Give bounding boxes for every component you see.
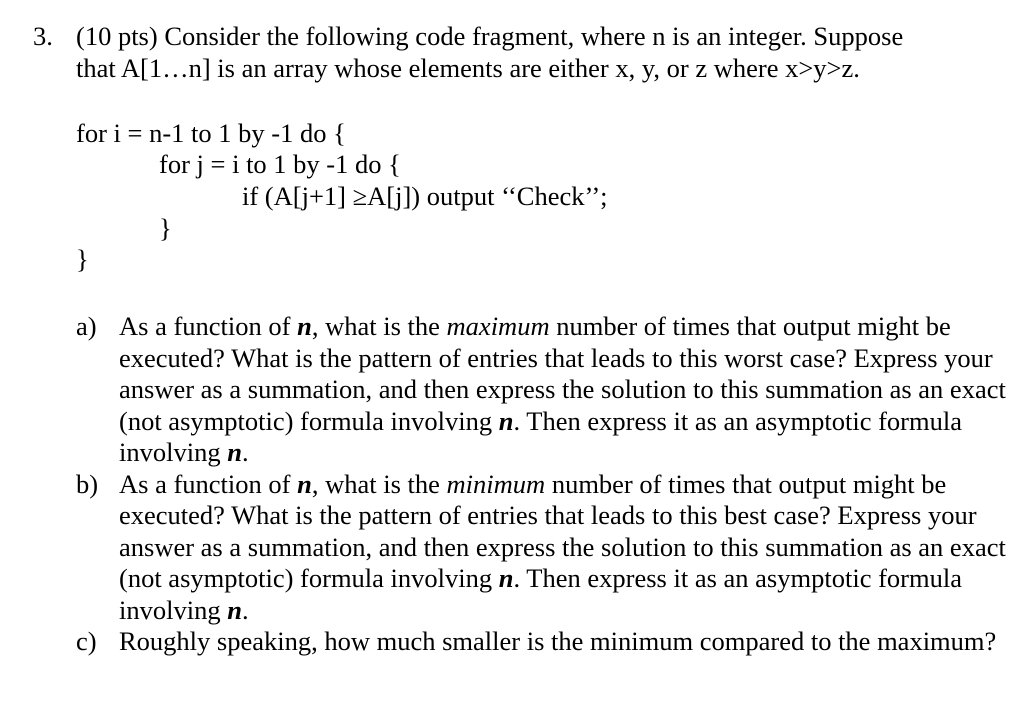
question-header — [76, 21, 1006, 84]
variable-n: n — [498, 405, 514, 436]
question-header-line: that A[1…n] is an array whose elements are either x, y, or z where x>y>z. — [76, 52, 860, 83]
variable-n: n — [297, 468, 312, 499]
text-segment: . — [241, 437, 249, 467]
part-label: b) — [76, 468, 99, 499]
text-segment: number of times that output might be executed? What is the pattern of entries that leads to this best case? Express your answer as a summation, and then express the solution to this summation as an exact (not asymptotic) formula involving — [119, 468, 1006, 593]
question-number: 3. — [33, 21, 53, 51]
text-segment: Roughly speaking, how much smaller is the minimum compared to the maximum? — [119, 626, 997, 656]
question-parts — [76, 311, 1006, 658]
question-header-line: (10 pts) Consider the following code fragment, where n is an integer. Suppose — [76, 21, 904, 51]
text-segment: As a function of — [119, 468, 298, 499]
code-line-inner-loop: for j = i to 1 by -1 do { — [159, 149, 401, 179]
variable-n: n — [227, 437, 242, 467]
part-text — [119, 311, 1006, 469]
part-text — [119, 469, 1006, 627]
variable-n: n — [297, 311, 312, 341]
part-b — [76, 469, 1006, 627]
code-line-outer-close: } — [76, 244, 89, 274]
part-text — [119, 626, 1006, 658]
emphasis-text: minimum — [446, 468, 546, 499]
variable-n: n — [498, 563, 514, 593]
code-line-inner-close: } — [159, 213, 172, 243]
part-label: a) — [76, 311, 97, 341]
emphasis-text: maximum — [446, 311, 550, 341]
text-segment: . Then express it as an asymptotic formula involving — [119, 563, 962, 625]
text-segment: , what is the — [311, 311, 447, 341]
part-a — [76, 311, 1006, 469]
text-segment: , what is the — [311, 468, 447, 499]
part-label: c) — [76, 626, 97, 656]
code-line-outer-loop: for i = n-1 to 1 by -1 do { — [76, 118, 346, 148]
text-segment: . — [241, 594, 249, 625]
text-segment: As a function of — [119, 311, 298, 341]
variable-n: n — [227, 594, 242, 625]
text-segment: number of times that output might be executed? What is the pattern of entries that leads to this worst case? Express your answer as a summation, and then express the solution to this summation as an exact (not asymptotic) formula involving — [119, 311, 1006, 436]
part-c — [76, 626, 1006, 658]
text-segment: . Then express it as an asymptotic formula involving — [119, 405, 962, 467]
code-line-if-output: if (A[j+1] ≥A[j]) output ‘‘Check’’; — [242, 181, 608, 211]
